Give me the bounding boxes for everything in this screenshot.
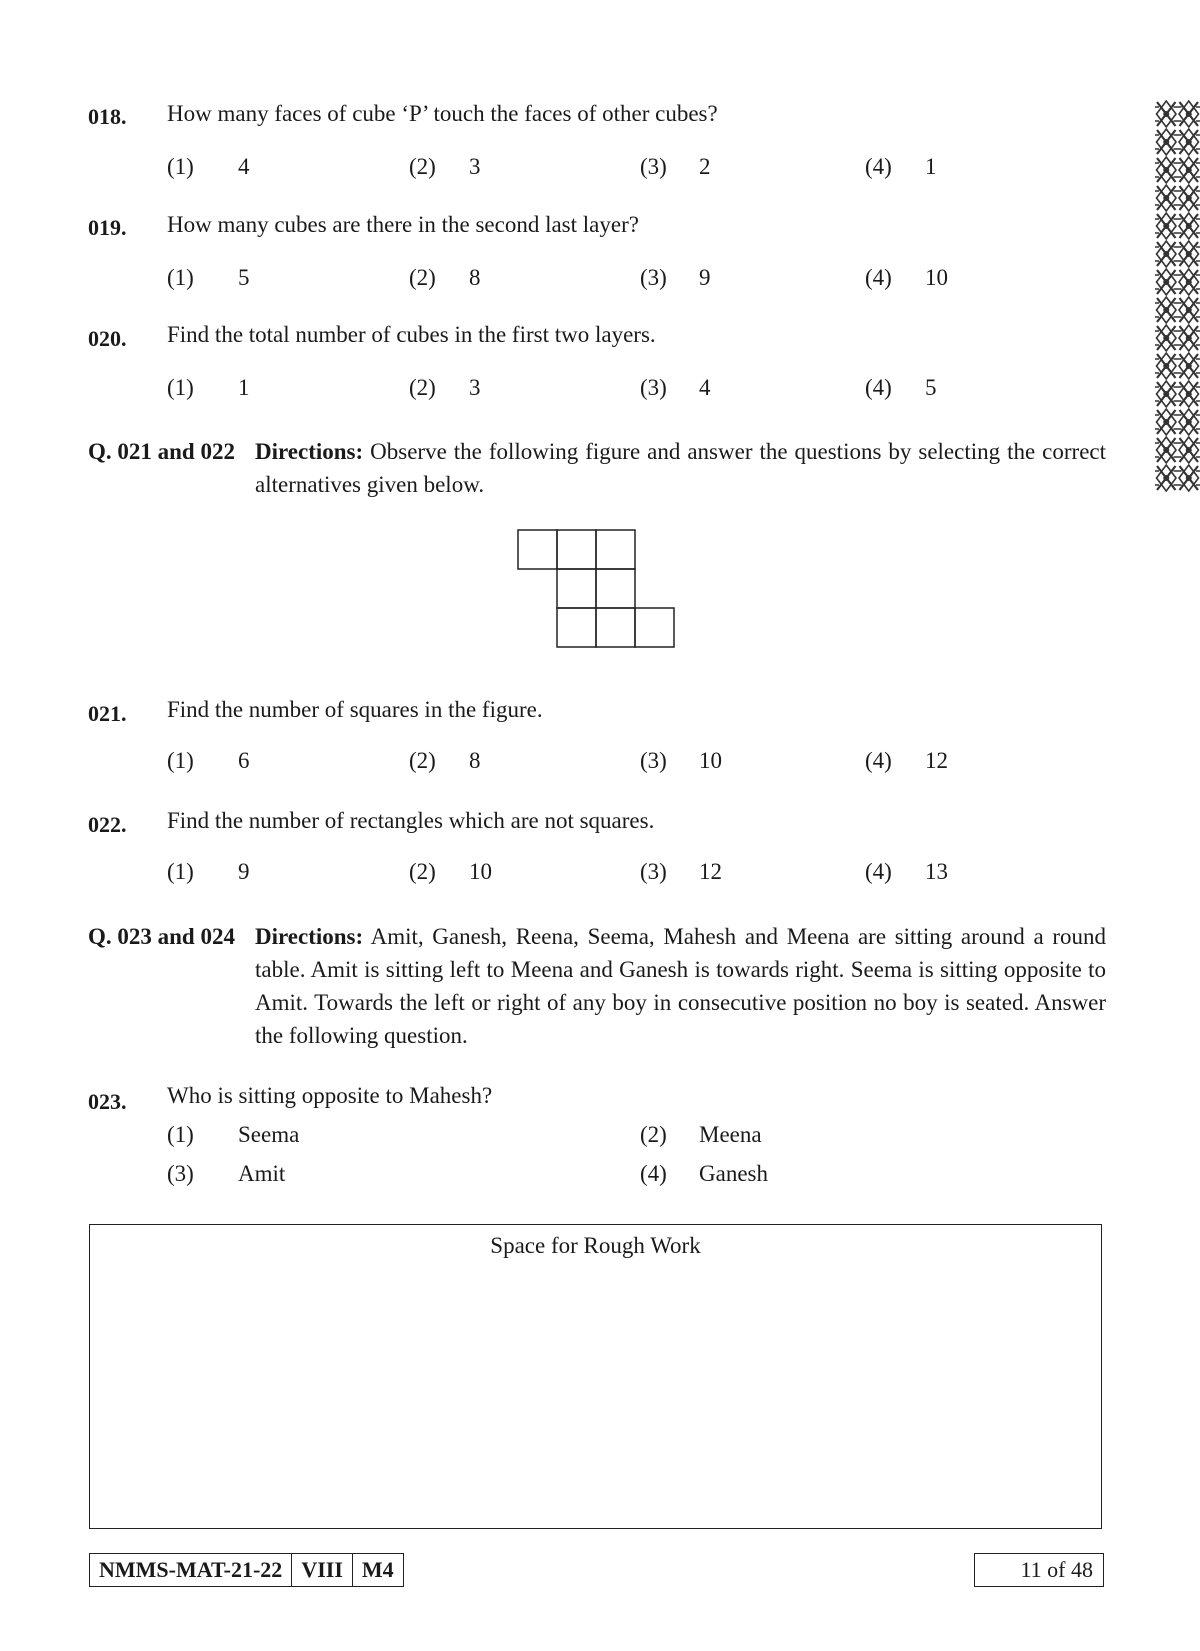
- option-number: (2): [640, 1122, 667, 1147]
- option-value: 2: [699, 154, 711, 179]
- paper-class: VIII: [292, 1554, 353, 1586]
- rough-work-box: [89, 1224, 1102, 1529]
- option-number: (2): [409, 375, 436, 400]
- option-value: Amit: [238, 1161, 286, 1186]
- directions-label: Directions:: [255, 924, 364, 949]
- option-number: (3): [640, 265, 667, 290]
- option-value: 10: [469, 859, 492, 884]
- directions-label: Directions:: [255, 439, 364, 464]
- option-number: (2): [409, 748, 436, 773]
- option-number: (4): [865, 859, 892, 884]
- option-value: 6: [238, 748, 250, 773]
- option-number: (3): [167, 1161, 194, 1186]
- option-value: 9: [238, 859, 250, 884]
- option-value: 12: [699, 859, 722, 884]
- option-value: 1: [925, 154, 937, 179]
- option-number: (4): [865, 265, 892, 290]
- question-number: 021.: [88, 701, 127, 726]
- directions-text: Amit, Ganesh, Reena, Seema, Mahesh and Meena are sitting around a round table. Amit is sitting left to Meena and Ganesh is towards right. Seema is sitting opposite to Amit. Towards the left or right of any boy in consecutive position no boy is seated. Answer the following question.: [255, 924, 1106, 1048]
- option-value: 10: [699, 748, 722, 773]
- figure-cell: [557, 530, 596, 569]
- option-number: (3): [640, 859, 667, 884]
- option-number: (2): [409, 154, 436, 179]
- paper-medium: M4: [361, 1557, 394, 1582]
- option-value: Seema: [238, 1122, 300, 1147]
- figure-cell: [596, 569, 635, 608]
- option-number: (1): [167, 859, 194, 884]
- option-value: 3: [469, 154, 481, 179]
- figure-cell: [557, 608, 596, 647]
- directions-023-024: [88, 920, 1106, 1052]
- option-value: 13: [925, 859, 948, 884]
- option-number: (1): [167, 154, 194, 179]
- question-number: 019.: [88, 215, 127, 240]
- question-number: 023.: [88, 1089, 127, 1114]
- option-value: Ganesh: [699, 1161, 768, 1186]
- option-number: (1): [167, 265, 194, 290]
- directions-text: Observe the following figure and answer the questions by selecting the correct alternatives given below.: [255, 439, 1107, 497]
- option-value: 9: [699, 265, 711, 290]
- option-number: (1): [167, 748, 194, 773]
- paper-code: NMMS-MAT-21-22: [90, 1554, 292, 1586]
- directions-021-022: [88, 435, 1106, 501]
- option-number: (4): [865, 375, 892, 400]
- decorative-border-pattern: [1155, 100, 1200, 492]
- option-value: 4: [238, 154, 250, 179]
- directions-range: Q. 021 and 022: [88, 439, 235, 464]
- question-text: How many faces of cube ‘P’ touch the faces of other cubes?: [167, 101, 718, 126]
- question-number: 020.: [88, 326, 127, 351]
- figure-cell: [518, 530, 557, 569]
- question-number: 022.: [88, 812, 127, 837]
- option-value: 1: [238, 375, 250, 400]
- option-number: (3): [640, 154, 667, 179]
- option-value: 5: [925, 375, 937, 400]
- question-number: 018.: [88, 104, 127, 129]
- option-number: (3): [640, 748, 667, 773]
- option-number: (4): [640, 1161, 667, 1186]
- figure-cell: [635, 608, 674, 647]
- question-text: Who is sitting opposite to Mahesh?: [167, 1083, 493, 1108]
- figure-cell: [596, 608, 635, 647]
- option-number: (2): [409, 265, 436, 290]
- option-value: 12: [925, 748, 948, 773]
- option-number: (2): [409, 859, 436, 884]
- squares-figure: [516, 528, 680, 652]
- question-text: Find the number of rectangles which are not squares.: [167, 808, 655, 833]
- directions-range: Q. 023 and 024: [88, 924, 235, 949]
- question-text: Find the number of squares in the figure.: [167, 697, 543, 722]
- figure-cell: [596, 530, 635, 569]
- option-value: 8: [469, 748, 481, 773]
- rough-work-label: Space for Rough Work: [490, 1233, 701, 1258]
- question-text: How many cubes are there in the second last layer?: [167, 212, 639, 237]
- option-number: (4): [865, 748, 892, 773]
- option-number: (1): [167, 1122, 194, 1147]
- option-number: (4): [865, 154, 892, 179]
- option-value: 5: [238, 265, 250, 290]
- option-number: (1): [167, 375, 194, 400]
- option-value: 4: [699, 375, 711, 400]
- option-value: 3: [469, 375, 481, 400]
- paper-code-box: [89, 1553, 404, 1587]
- option-value: 8: [469, 265, 481, 290]
- option-value: Meena: [699, 1122, 762, 1147]
- question-text: Find the total number of cubes in the first two layers.: [167, 322, 656, 347]
- option-value: 10: [925, 265, 948, 290]
- option-number: (3): [640, 375, 667, 400]
- page-number: 11 of 48: [974, 1553, 1104, 1587]
- directions-body: [255, 435, 1106, 501]
- directions-body: [255, 920, 1106, 1052]
- figure-cell: [557, 569, 596, 608]
